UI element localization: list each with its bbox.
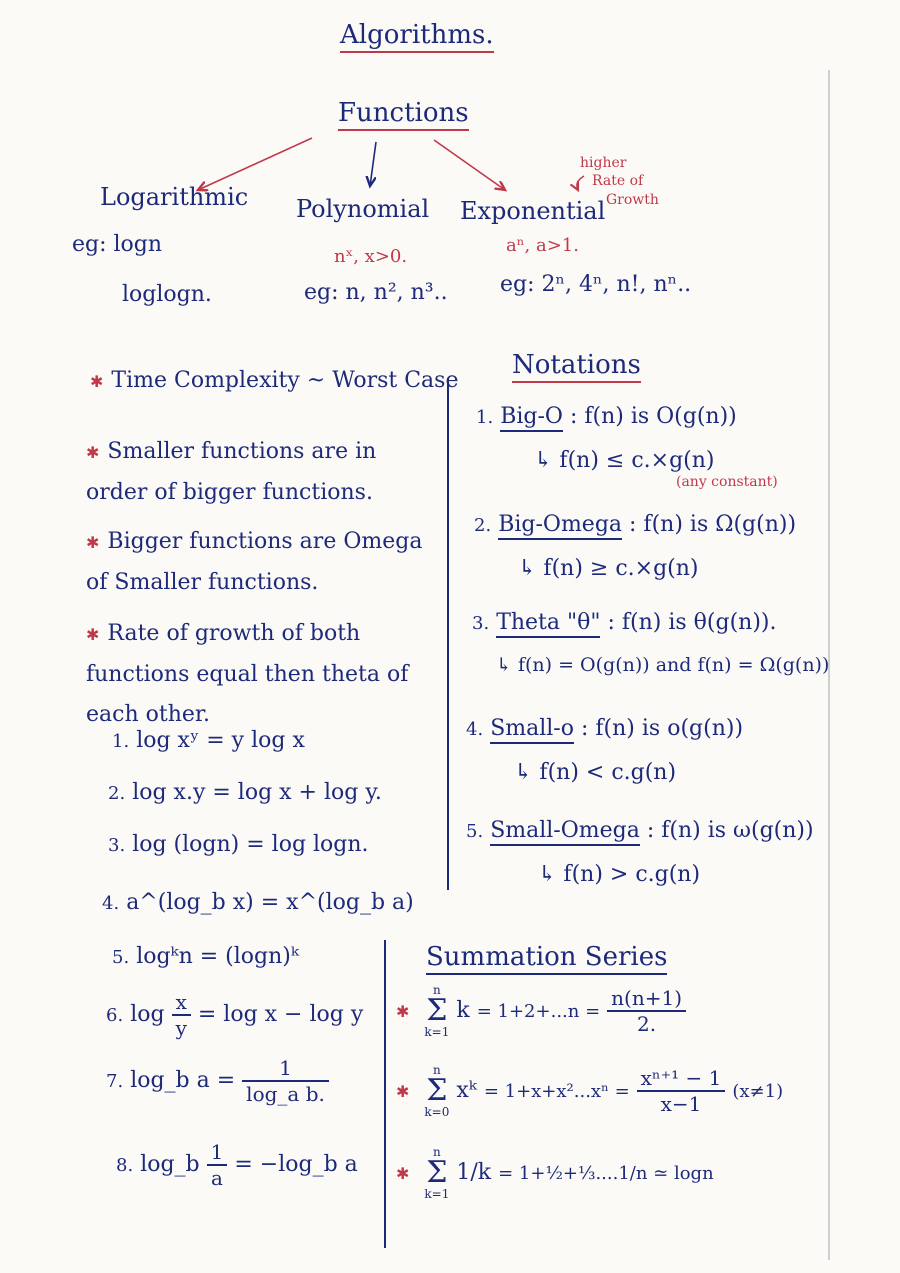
log-example-1: eg: logn xyxy=(72,232,163,257)
notation-theta: 3. Theta "θ" : f(n) is θ(g(n)). xyxy=(472,610,777,635)
poly-example: eg: n, n², n³.. xyxy=(304,280,448,305)
category-polynomial: Polynomial xyxy=(296,195,430,223)
log-rule-7: 7. log_b a = $\frac{1}{\text{log\_a b.}}$ xyxy=(106,1056,329,1106)
exp-definition: aⁿ, a>1. xyxy=(506,235,579,256)
log-rule-1: 1. log xʸ = y log x xyxy=(112,728,305,753)
log-rule-6: 6. log $\frac{x}{y}$ = log x − log y xyxy=(106,990,364,1040)
notation-theta-relation: ↳ f(n) = O(g(n)) and f(n) = Ω(g(n)) xyxy=(496,654,830,676)
summation-row-1: ✱ n Σ k=1 k = 1+2+...n = $\frac{n(n+1)}{2.}$ xyxy=(396,984,686,1038)
functions-heading: Functions xyxy=(338,98,469,128)
notations-heading: Notations xyxy=(512,350,641,380)
log-rule-2: 2. log x.y = log x + log y. xyxy=(108,780,382,805)
notation-small-omega: 5. Small-Omega : f(n) is ω(g(n)) xyxy=(466,818,814,843)
notation-big-o-relation: ↳ f(n) ≤ c.×g(n) xyxy=(534,448,715,473)
notation-big-o: 1. Big-O : f(n) is O(g(n)) xyxy=(476,404,737,429)
notation-big-o-note: (any constant) xyxy=(676,474,778,490)
poly-definition: nˣ, x>0. xyxy=(334,246,408,267)
log-rule-5: 5. logᵏn = (logn)ᵏ xyxy=(112,944,299,969)
summation-row-3: ✱ n Σ k=1 1/k = 1+½+⅓....1/n ≃ logn xyxy=(396,1145,714,1201)
bullet-smaller-functions: ✱ Smaller functions are in order of bigger functions. xyxy=(86,439,377,505)
notation-small-o-relation: ↳ f(n) < c.g(n) xyxy=(514,760,677,785)
log-example-2: loglogn. xyxy=(122,282,212,307)
category-logarithmic: Logarithmic xyxy=(100,183,249,211)
notation-big-omega-relation: ↳ f(n) ≥ c.×g(n) xyxy=(518,556,699,581)
divider-lower xyxy=(384,940,386,1248)
notation-small-o: 4. Small-o : f(n) is o(g(n)) xyxy=(466,716,743,741)
exp-note-1: higher xyxy=(580,155,627,171)
notation-big-omega: 2. Big-Omega : f(n) is Ω(g(n)) xyxy=(474,512,796,537)
log-rule-4: 4. a^(log_b x) = x^(log_b a) xyxy=(102,890,414,915)
log-rule-8: 8. log_b $\frac{1}{a}$ = −log_b a xyxy=(116,1140,358,1190)
bullet-bigger-functions: ✱ Bigger functions are Omega of Smaller functions. xyxy=(86,529,423,595)
category-exponential: Exponential xyxy=(460,197,606,225)
notation-small-omega-relation: ↳ f(n) > c.g(n) xyxy=(538,862,701,887)
log-rule-3: 3. log (logn) = log logn. xyxy=(108,832,369,857)
function-arrows xyxy=(0,0,900,260)
page-title: Algorithms. xyxy=(340,20,494,50)
exp-note-3: Growth xyxy=(606,192,659,208)
bullet-rate-of-growth: ✱ Rate of growth of both functions equal then theta of each other. xyxy=(86,621,409,727)
bullet-time-complexity: ✱ Time Complexity ~ Worst Case xyxy=(90,368,459,393)
exp-example: eg: 2ⁿ, 4ⁿ, n!, nⁿ.. xyxy=(500,272,692,297)
summation-heading: Summation Series xyxy=(426,942,667,972)
summation-row-2: ✱ n Σ k=0 xᵏ = 1+x+x²...xⁿ = $\frac{\text{xⁿ⁺¹ − 1}}{x-1}$ (x≠1) xyxy=(396,1063,784,1119)
exp-note-2: Rate of xyxy=(592,173,644,189)
divider-upper xyxy=(447,378,449,890)
